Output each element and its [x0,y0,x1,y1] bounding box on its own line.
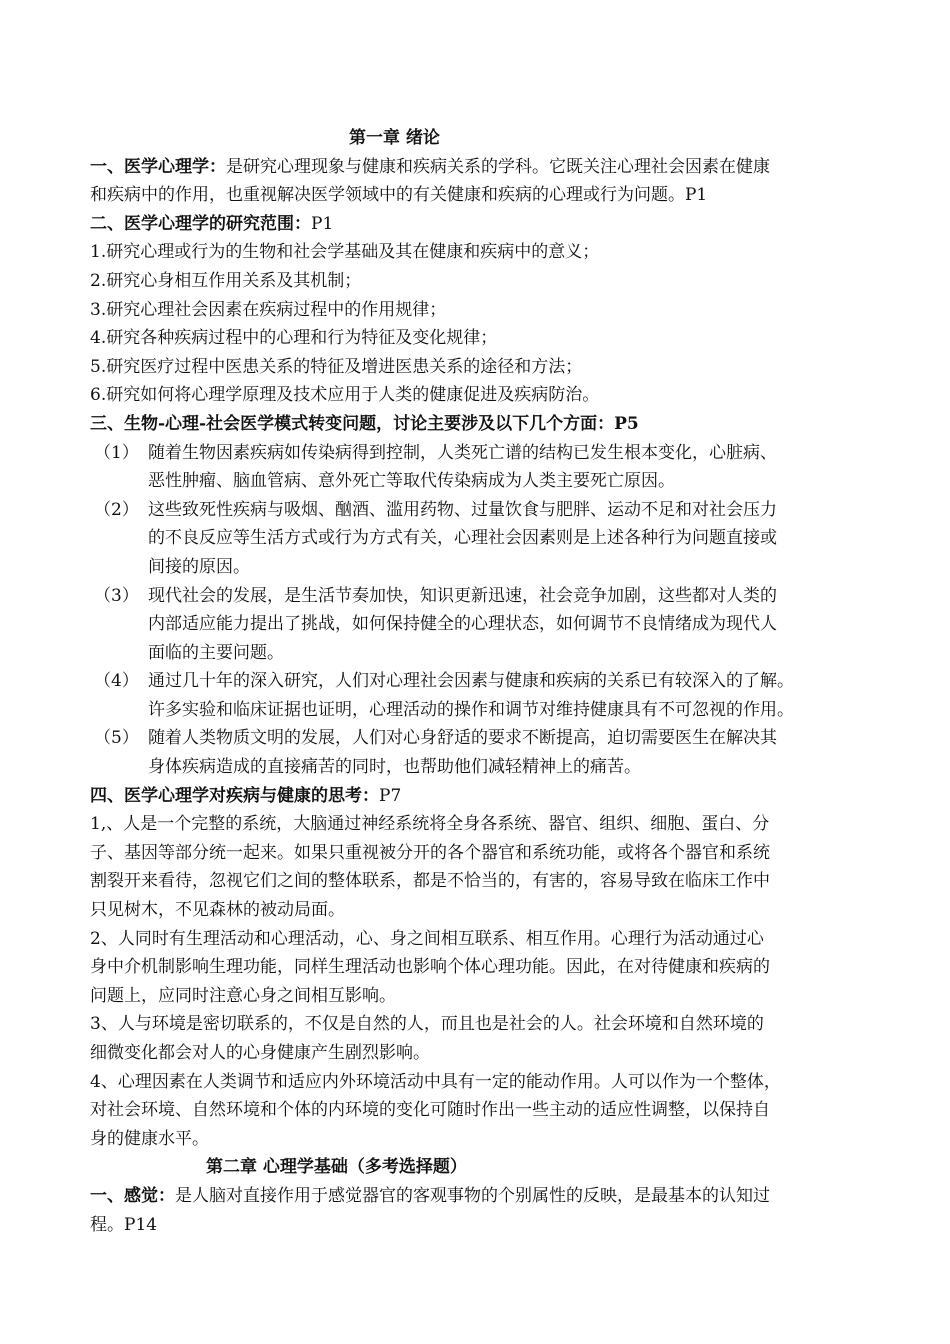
section-2-item: 6.研究如何将心理学原理及技术应用于人类的健康促进及疾病防治。 [90,385,600,406]
section-4-paragraph-4 [90,1068,870,1154]
document-page [90,124,870,1239]
paragraph-line: 2、人同时有生理活动和心理活动，心、身之间相互联系、相互作用。心理行为活动通过心 [90,928,764,949]
paragraph-line: 细微变化都会对人的心身健康产生剧烈影响。 [90,1043,430,1063]
item-line: 随着人类物质文明的发展，人们对心身舒适的要求不断提高，迫切需要医生在解决其 [148,728,777,749]
section-2-item: 1.研究心理或行为的生物和社会学基础及其在健康和疾病中的意义； [90,242,600,263]
item-line: 间接的原因。 [148,556,250,577]
section-2-item: 4.研究各种疾病过程中的心理和行为特征及变化规律； [90,328,498,349]
section-3-item-2 [90,496,870,582]
section-4-heading-line [90,782,870,811]
chapter-2-section-1-line-2: 程。P14 [90,1214,158,1235]
section-2-page-ref: P1 [311,213,334,234]
chapter-2-section-1-heading: 一、感觉： [90,1185,175,1206]
section-1-text: 是研究心理现象与健康和疾病关系的学科。它既关注心理社会因素在健康 [226,156,770,177]
paragraph-line: 子、基因等部分统一起来。如果只重视被分开的各个器官和系统功能，或将各个器官和系统 [90,842,770,863]
section-4-page-ref: P7 [379,785,402,806]
section-4-paragraph-3 [90,1010,870,1067]
paragraph-line: 1,、人是一个完整的系统，大脑通过神经系统将全身各系统、器官、组织、细胞、蛋白、分 [90,814,770,835]
section-1-line-2: 和疾病中的作用，也重视解决医学领域中的有关健康和疾病的心理或行为问题。P1 [90,185,708,206]
chapter-2-section-1-text: 是人脑对直接作用于感觉器官的客观事物的个别属性的反映，是最基本的认知过 [175,1185,770,1206]
item-number: （3） [94,585,139,606]
section-4-paragraph-2 [90,925,870,1011]
paragraph-line: 只见树木，不见森林的被动局面。 [90,900,345,921]
item-number: （1） [94,442,139,463]
item-line: 随着生物因素疾病如传染病得到控制，人类死亡谱的结构已发生根本变化，心脏病、 [148,442,777,463]
section-3-heading: 三、生物-心理-社会医学模式转变问题，讨论主要涉及以下几个方面：P5 [90,413,639,434]
paragraph-line: 3、人与环境是密切联系的，不仅是自然的人，而且也是社会的人。社会环境和自然环境的 [90,1014,764,1035]
item-line: 通过几十年的深入研究，人们对心理社会因素与健康和疾病的关系已有较深入的了解。 [148,671,794,692]
chapter-1-title: 第一章 绪论 [349,128,440,148]
item-number: （4） [94,671,139,692]
section-1-line-1 [90,153,870,182]
section-2-item: 3.研究心理社会因素在疾病过程中的作用规律； [90,299,447,320]
item-line: 恶性肿瘤、脑血管病、意外死亡等取代传染病成为人类主要死亡原因。 [148,471,675,492]
section-2-item: 5.研究医疗过程中医患关系的特征及增进医患关系的途径和方法； [90,356,583,377]
section-3-item-3 [90,582,870,668]
section-3-item-5 [90,724,870,781]
item-line: 现代社会的发展，是生活节奏加快，知识更新迅速，社会竞争加剧，这些都对人类的 [148,585,777,606]
paragraph-line: 身中介机制影响生理功能，同样生理活动也影响个体心理功能。因此，在对待健康和疾病的 [90,957,770,978]
section-3-item-1 [90,439,870,496]
chapter-2-title: 第二章 心理学基础（多考选择题） [206,1157,467,1178]
item-number: （2） [94,499,139,520]
item-number: （5） [94,728,139,749]
item-line: 这些致死性疾病与吸烟、酗酒、滥用药物、过量饮食与肥胖、运动不足和对社会压力 [148,499,777,520]
item-line: 面临的主要问题。 [148,642,284,663]
section-3-item-4 [90,667,870,724]
item-line: 身体疾病造成的直接痛苦的同时，也帮助他们减轻精神上的痛苦。 [148,757,641,778]
section-2-heading-line [90,210,870,239]
section-2-heading: 二、医学心理学的研究范围： [90,213,311,234]
paragraph-line: 对社会环境、自然环境和个体的内环境的变化可随时作出一些主动的适应性调整，以保持自 [90,1100,770,1121]
item-line: 许多实验和临床证据也证明，心理活动的操作和调节对维持健康具有不可忽视的作用。 [148,699,794,720]
section-1-heading: 一、医学心理学： [90,156,226,177]
paragraph-line: 割裂开来看待，忽视它们之间的整体联系，都是不恰当的，有害的，容易导致在临床工作中 [90,871,770,892]
paragraph-line: 身的健康水平。 [90,1128,209,1149]
item-line: 内部适应能力提出了挑战，如何保持健全的心理状态，如何调节不良情绪成为现代人 [148,614,777,635]
item-line: 的不良反应等生活方式或行为方式有关，心理社会因素则是上述各种行为问题直接或 [148,528,777,549]
paragraph-line: 4、心理因素在人类调节和适应内外环境活动中具有一定的能动作用。人可以作为一个整体， [90,1071,781,1092]
section-4-paragraph-1 [90,810,870,924]
section-4-heading: 四、医学心理学对疾病与健康的思考： [90,785,379,806]
chapter-2-section-1-line-1 [90,1182,870,1211]
section-2-item: 2.研究心身相互作用关系及其机制； [90,270,362,291]
paragraph-line: 问题上，应同时注意心身之间相互影响。 [90,985,396,1006]
